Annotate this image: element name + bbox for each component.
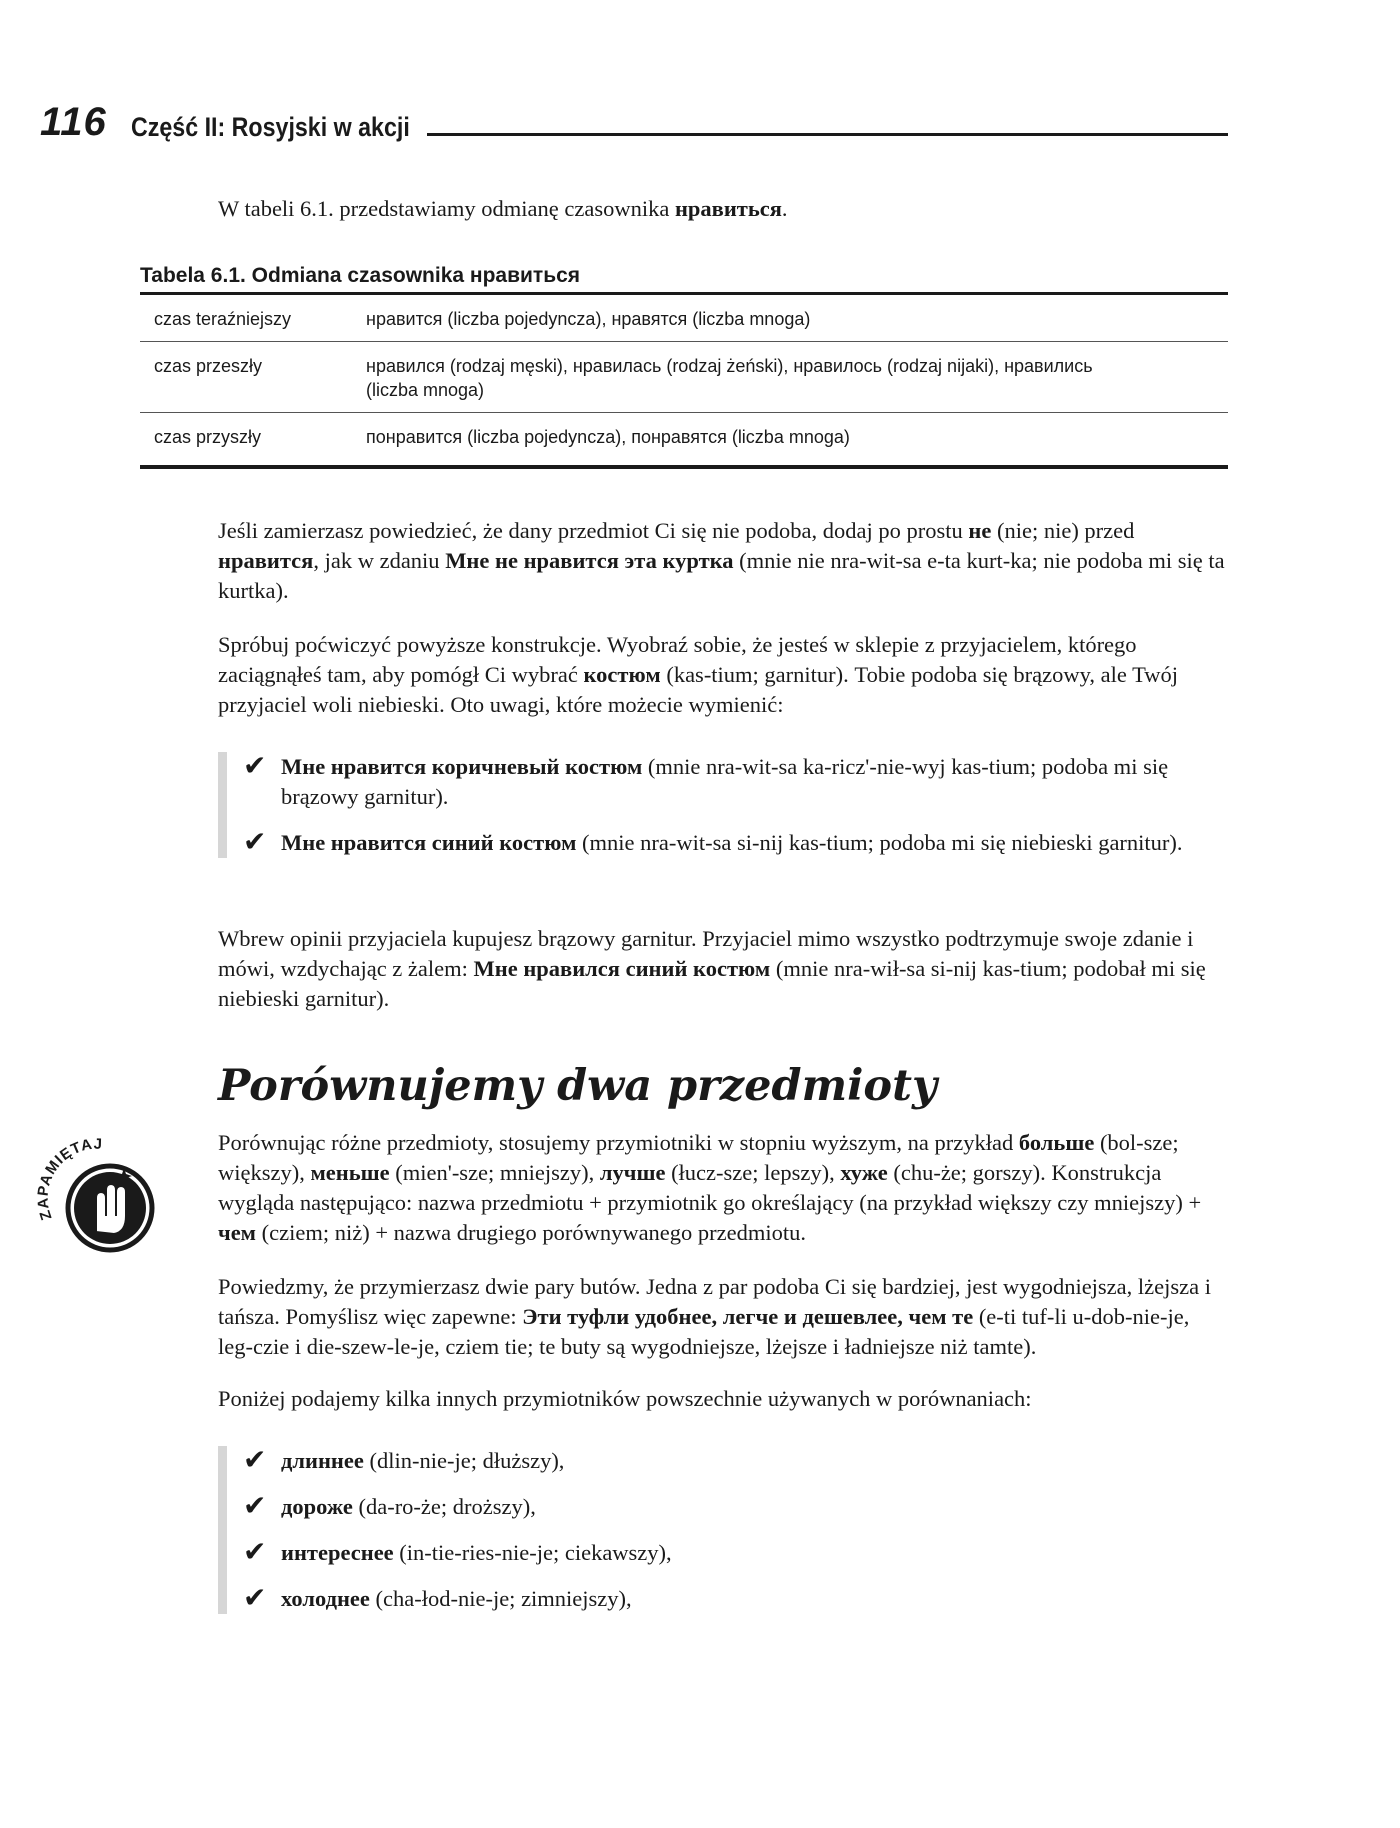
checkmark-icon: ✔ (243, 749, 267, 782)
running-head: Część II: Rosyjski w akcji (130, 112, 410, 142)
intro-end: . (781, 196, 788, 221)
checklist (218, 749, 1228, 858)
text-run: (mnie nra-wit-sa si-nij kas-tium; podoba mi się niebieski garnitur). (576, 830, 1183, 855)
list-item (243, 1581, 1228, 1614)
checkmark-icon: ✔ (243, 1535, 267, 1568)
text-run: (mnie nra-wit-sa ka-ricz'-nie-wyj kas-tium; podoba mi się brązowy garnitur). (281, 754, 1169, 809)
text-run: Powiedzmy, że przymierzasz dwie pary butów. Jedna z par podoba Ci się bardziej, jest wygodniejsza, lżejsza i tańsza. Pomyślisz więc zapewne: (218, 1274, 1211, 1329)
bold-run: чем (218, 1220, 257, 1245)
bold-run: дороже (281, 1494, 353, 1519)
body-paragraph (218, 630, 1228, 720)
list-item (243, 749, 1228, 812)
table-cell-forms: нравится (liczba pojedyncza), нравятся (liczba mnoga) (366, 309, 811, 329)
bold-run: меньше (310, 1160, 390, 1185)
text-run: (in-tie-ries-nie-je; ciekawszy), (393, 1540, 672, 1565)
checkmark-icon: ✔ (243, 825, 267, 858)
body-paragraph (218, 516, 1228, 606)
intro-paragraph (218, 194, 1228, 224)
body-paragraph (218, 1128, 1228, 1248)
bold-run: лучше (599, 1160, 666, 1185)
bold-run: Мне нравится коричневый костюм (281, 754, 643, 779)
text-run: (mien'-sze; mniejszy), (389, 1160, 600, 1185)
checkmark-icon: ✔ (243, 1581, 267, 1614)
list-item (243, 1535, 1228, 1568)
bold-run: холоднее (281, 1586, 370, 1611)
body-paragraph (218, 1272, 1228, 1362)
header-rule (427, 133, 1228, 136)
bold-run: больше (1018, 1130, 1095, 1155)
body-paragraph (218, 924, 1228, 1014)
text-run: (łucz-sze; lepszy), (665, 1160, 841, 1185)
table-row (140, 412, 1228, 459)
page-number: 116 (40, 100, 107, 144)
bold-run: Эти туфли удобнее, легче и дешевлее, чем те (522, 1304, 974, 1329)
text-run: (mnie nie nra-wit-sa e-ta kurt-ka; nie podoba mi się ta kurtka). (218, 548, 1225, 603)
bold-run: Мне нравился синий костюм (473, 956, 771, 981)
text-run: (cziem; niż) + nazwa drugiego porównywanego przedmiotu. (256, 1220, 807, 1245)
intro-text: W tabeli 6.1. przedstawiamy odmianę czasownika (218, 196, 675, 221)
text-run: (mnie nra-wił-sa si-nij kas-tium; podobał mi się niebieski garnitur). (218, 956, 1206, 1011)
bold-run: не (968, 518, 992, 543)
text-run: (e-ti tuf-li u-dob-nie-je, leg-czie i die-szew-le-je, cziem tie; te buty są wygodniejsze, lżejsze i ładniejsze niż tamte). (218, 1304, 1190, 1359)
table-bottom-rule (140, 465, 1228, 469)
table-cell-tense: czas przeszły (154, 356, 263, 376)
table-caption: Tabela 6.1. Odmiana czasownika нравиться (140, 264, 581, 287)
text-run: (chu-że; gorszy). Konstrukcja wygląda następująco: nazwa przedmiotu + przymiotnik go określający (na przykład większy czy mniejszy) + (218, 1160, 1202, 1215)
bold-run: Мне не нравится эта куртка (445, 548, 734, 573)
list-item (243, 1443, 1228, 1476)
list-item (243, 825, 1228, 858)
table-cell-forms: нравился (rodzaj męski), нравилась (rodzaj żeński), нравилось (rodzaj nijaki), нравились (liczba mnoga) (366, 356, 1093, 400)
bold-run: костюм (583, 662, 661, 687)
bold-run: Мне нравится синий костюм (281, 830, 577, 855)
bold-run: интереснее (281, 1540, 394, 1565)
text-run: Wbrew opinii przyjaciela kupujesz brązowy garnitur. Przyjaciel mimo wszystko podtrzymuje swoje zdanie i mówi, wzdychając z żalem: (218, 926, 1194, 981)
bold-run: хуже (840, 1160, 888, 1185)
remember-icon (30, 1120, 170, 1260)
text-run: (cha-łod-nie-je; zimniejszy), (369, 1586, 632, 1611)
text-run: Jeśli zamierzasz powiedzieć, że dany przedmiot Ci się nie podoba, dodaj po prostu (218, 518, 969, 543)
table-cell-tense: czas teraźniejszy (154, 309, 292, 329)
checkmark-icon: ✔ (243, 1443, 267, 1476)
checkmark-icon: ✔ (243, 1489, 267, 1522)
checklist (218, 1443, 1228, 1614)
text-run: (da-ro-że; droższy), (352, 1494, 536, 1519)
page-header (40, 98, 1228, 142)
bold-run: длиннее (281, 1448, 364, 1473)
text-run: , jak w zdaniu (313, 548, 446, 573)
text-run: (kas-tium; garnitur). Tobie podoba się brązowy, ale Twój przyjaciel woli niebieski. Oto uwagi, które możecie wymienić: (218, 662, 1179, 717)
table-cell-forms: понравится (liczba pojedyncza), понравятся (liczba mnoga) (366, 427, 850, 447)
table-row (140, 341, 1228, 412)
text-run: (bol-sze; większy), (218, 1130, 1179, 1185)
text-run: (dlin-nie-je; dłuższy), (363, 1448, 565, 1473)
intro-verb: нравиться (674, 196, 782, 221)
bold-run: нравится (218, 548, 314, 573)
list-item (243, 1489, 1228, 1522)
body-paragraph: Poniżej podajemy kilka innych przymiotników powszechnie używanych w porównaniach: (218, 1386, 1032, 1411)
remember-label: ZAPAMIĘTAJ (34, 1135, 104, 1223)
table-cell-tense: czas przyszły (154, 427, 262, 447)
table-row (140, 295, 1228, 341)
text-run: (nie; nie) przed (991, 518, 1135, 543)
conjugation-table (140, 262, 1228, 469)
section-title: Porównujemy dwa przedmioty (218, 1061, 937, 1111)
text-run: Porównując różne przedmioty, stosujemy przymiotniki w stopniu wyższym, na przykład (218, 1130, 1019, 1155)
text-run: Spróbuj poćwiczyć powyższe konstrukcje. Wyobraź sobie, że jesteś w sklepie z przyjacielem, którego zaciągnąłeś tam, aby pomógł Ci wybrać (218, 632, 1137, 687)
